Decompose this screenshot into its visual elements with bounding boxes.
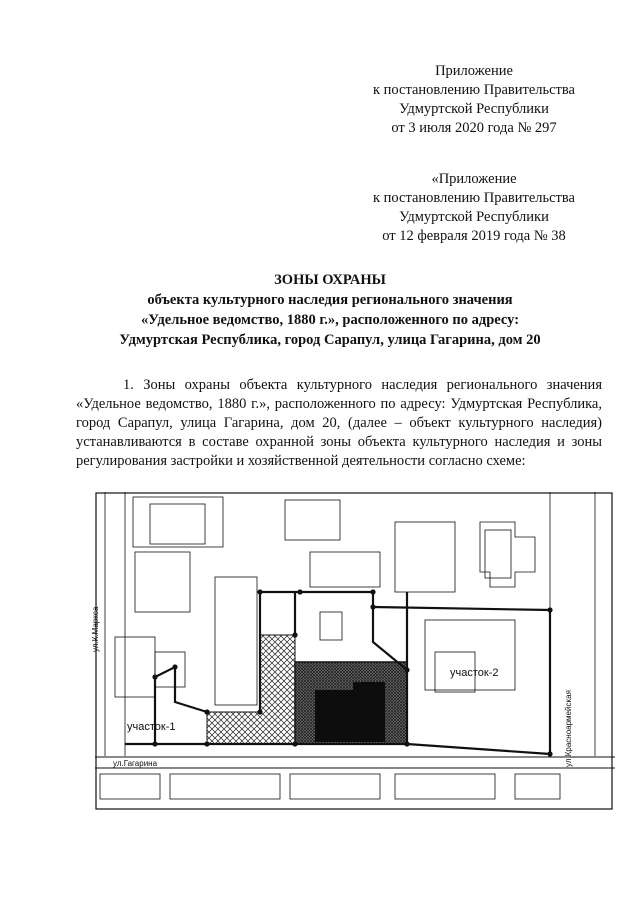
label-plot-2: участок-2 xyxy=(450,667,499,679)
building xyxy=(395,774,495,799)
boundary-point xyxy=(257,709,262,714)
boundary-point xyxy=(404,741,409,746)
annex-current-line-2: к постановлению Правительства xyxy=(373,82,575,98)
boundary-point xyxy=(297,589,302,594)
heading-line-4: Удмуртская Республика, город Сарапул, улица Гагарина, дом 20 xyxy=(119,332,541,348)
building xyxy=(425,620,515,690)
boundary-point xyxy=(370,589,375,594)
building xyxy=(515,774,560,799)
boundary-point xyxy=(547,607,552,612)
boundary-point xyxy=(292,632,297,637)
building xyxy=(485,530,511,578)
building xyxy=(170,774,280,799)
annex-original-line-3: Удмуртской Республики xyxy=(399,209,549,225)
boundary-point xyxy=(204,709,209,714)
map-frame xyxy=(96,493,612,809)
annex-original-line-2: к постановлению Правительства xyxy=(373,190,575,206)
zone-scheme-map xyxy=(91,492,615,812)
boundary-point xyxy=(547,751,552,756)
building xyxy=(285,500,340,540)
building xyxy=(133,497,223,547)
heritage-object xyxy=(315,682,385,742)
building xyxy=(115,637,155,697)
boundary-point xyxy=(292,741,297,746)
boundary-point xyxy=(172,664,177,669)
annex-current-line-3: Удмуртской Республики xyxy=(399,101,549,117)
paragraph-1: 1. Зоны охраны объекта культурного наследия регионального значения «Удельное ведомство, 1880 г.», расположенного по адресу: Удмуртская Республика, город Сарапул, улица Гагарина, дом 20, (далее – объект культурного наследия) устанавливаются в составе охранной зоны объекта культурного наследия и зоны регулирования застройки и хозяйственной деятельности согласно схеме: xyxy=(76,377,602,469)
boundary-point xyxy=(370,604,375,609)
boundary-point xyxy=(152,674,157,679)
heading-line-2: объекта культурного наследия регионального значения xyxy=(147,292,513,308)
annex-current-line-4: от 3 июля 2020 года № 297 xyxy=(391,120,557,136)
building xyxy=(310,552,380,587)
building xyxy=(100,774,160,799)
annex-original-line-4: от 12 февраля 2019 года № 38 xyxy=(382,228,566,244)
label-street-marx: ул.К.Маркса xyxy=(91,606,100,652)
heading-line-3: «Удельное ведомство, 1880 г.», расположенного по адресу: xyxy=(140,312,520,328)
boundary-point xyxy=(152,741,157,746)
document-heading xyxy=(60,270,600,350)
building xyxy=(215,577,257,705)
annex-current-line-1: Приложение xyxy=(435,63,513,79)
annex-original-line-1: «Приложение xyxy=(431,171,517,187)
plot-boundary xyxy=(125,744,550,754)
heading-title: ЗОНЫ ОХРАНЫ xyxy=(274,272,386,288)
boundary-point xyxy=(204,741,209,746)
building xyxy=(135,552,190,612)
annex-current xyxy=(354,62,594,138)
building xyxy=(150,504,205,544)
building xyxy=(480,522,535,587)
building xyxy=(290,774,380,799)
annex-original xyxy=(354,170,594,246)
building xyxy=(320,612,342,640)
label-street-krasnoarm: ул.Красноармейская xyxy=(564,690,573,767)
boundary-point xyxy=(257,589,262,594)
label-plot-1: участок-1 xyxy=(127,721,176,733)
building xyxy=(395,522,455,592)
boundary-point xyxy=(404,667,409,672)
label-street-gagarin: ул.Гагарина xyxy=(113,759,158,768)
